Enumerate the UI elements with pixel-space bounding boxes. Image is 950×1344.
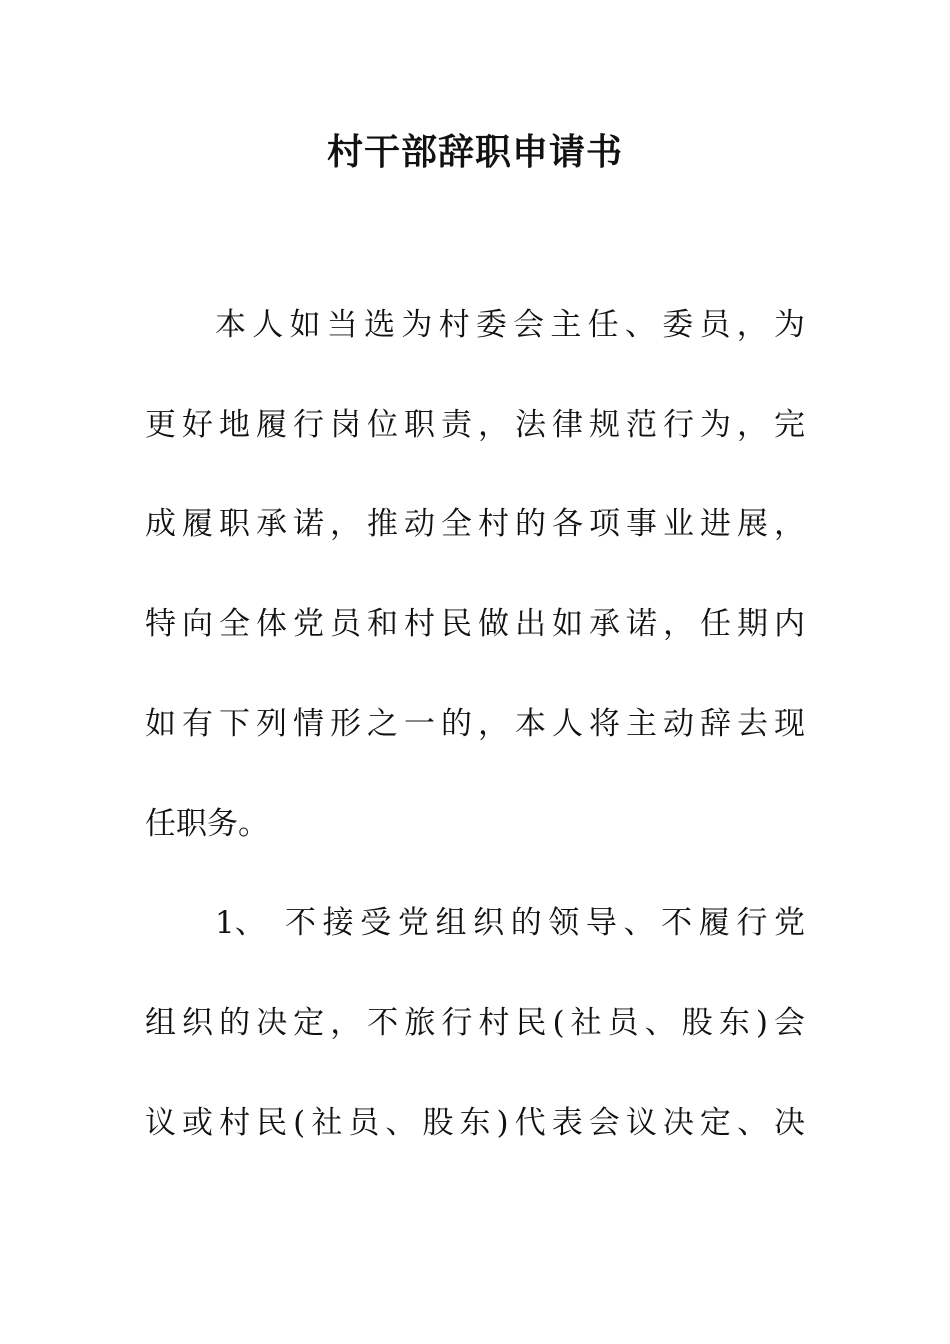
list-item-line: 议或村民(社员、股东)代表会议决定、决 <box>145 1105 805 1141</box>
paragraph-line: 任职务。 <box>145 806 269 842</box>
list-item-line: 不接受党组织的领导、不履行党 <box>285 905 805 941</box>
list-item-line: 组织的决定，不旅行村民(社员、股东)会 <box>145 1005 805 1041</box>
paragraph-line: 成履职承诺，推动全村的各项事业进展， <box>145 506 805 542</box>
list-item-number: 1、 <box>215 905 266 941</box>
list-item-1 <box>215 898 805 948</box>
paragraph-line: 更好地履行岗位职责，法律规范行为，完 <box>145 407 805 443</box>
paragraph-line: 本人如当选为村委会主任、委员，为 <box>215 307 805 343</box>
paragraph-line: 特向全体党员和村民做出如承诺，任期内 <box>145 606 805 642</box>
document-title: 村干部辞职申请书 <box>326 132 623 173</box>
paragraph-line: 如有下列情形之一的，本人将主动辞去现 <box>145 706 805 742</box>
